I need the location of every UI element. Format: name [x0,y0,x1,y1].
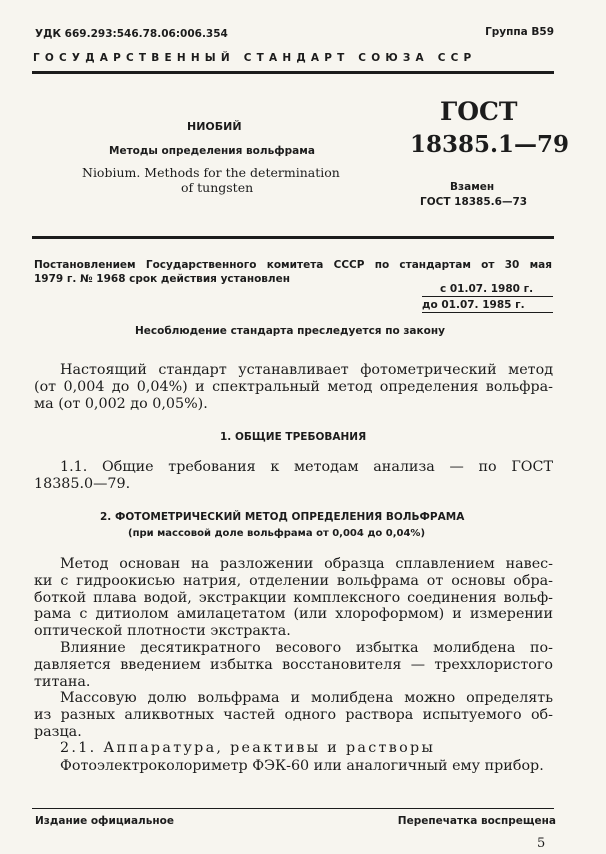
footer-reprint-prohibited: Перепечатка воспрещена [397,815,556,827]
title-rule [32,236,554,239]
replaces-value: ГОСТ 18385.6—73 [420,196,528,208]
equipment-line: Фотоэлектроколориметр ФЭК-60 или аналогичный ему прибор. [60,758,544,774]
method-line: боткой плава водой, экстракции комплексного соединения вольф- [34,589,553,606]
intro-paragraph [34,362,553,412]
interference-line: титана. [34,673,91,690]
title-ru: НИОБИЙ [187,120,242,133]
intro-line: (от 0,004 до 0,04%) и спектральный метод определения вольфра- [34,378,553,395]
gost-label: ГОСТ [440,97,518,126]
decree-line2: 1979 г. № 1968 срок действия установлен [34,273,290,285]
law-notice: Несоблюдение стандарта преследуется по закону [135,325,445,337]
subsection-2-1-heading: 2.1. Аппаратура, реактивы и растворы [60,740,436,756]
subtitle-ru: Методы определения вольфрама [109,145,315,157]
intro-line: ма (от 0,002 до 0,05%). [34,395,208,412]
decree-valid-from: с 01.07. 1980 г. [440,283,534,295]
method-line: рама с дитиолом амилацетатом (или хлороформом) и измерении [34,606,553,623]
decree-line1: Постановлением Государственного комитета СССР по стандартам от 30 мая [34,259,552,271]
footer-rule [32,808,554,809]
section1-line: 1.1. Общие требования к методам анализа — по ГОСТ [60,459,553,475]
decree-valid-to: до 01.07. 1985 г. [422,299,525,311]
header-rule [32,71,554,74]
interference-paragraph [34,640,553,690]
footer-official-edition: Издание официальное [35,815,174,827]
section1-heading: 1. ОБЩИЕ ТРЕБОВАНИЯ [220,431,367,443]
method-paragraph [34,556,553,640]
decree-to-underline [422,312,553,313]
udk-code: УДК 669.293:546.78.06:006.354 [35,28,228,40]
aliquot-line: Массовую долю вольфрама и молибдена можно определять [60,690,553,706]
section2-subheading: (при массовой доле вольфрама от 0,004 до 0,04%) [128,528,426,539]
aliquot-line: из разных аликвотных частей одного раствора испытуемого об- [34,706,553,723]
state-standard-heading: ГОСУДАРСТВЕННЫЙ СТАНДАРТ СОЮЗА ССР [33,52,477,64]
method-line: оптической плотности экстракта. [34,623,291,640]
aliquot-line: разца. [34,723,82,740]
aliquot-paragraph [34,690,553,740]
decree-from-underline [422,296,553,297]
group-code: Группа В59 [485,26,554,38]
gost-number: 18385.1—79 [410,131,570,158]
interference-line: давляется введением избытка восстановителя — треххлористого [34,656,553,673]
method-line: ки с гидроокисью натрия, отделении вольфрама от основы обра- [34,572,553,589]
replaces-label: Взамен [450,181,495,193]
title-en-line2: of tungsten [181,180,254,195]
intro-line: Настоящий стандарт устанавливает фотометрический метод [60,362,553,378]
page-number: 5 [537,836,546,851]
method-line: Метод основан на разложении образца сплавлением навес- [60,556,553,572]
title-en-line1: Niobium. Methods for the determination [82,165,340,180]
section1-paragraph [34,459,553,493]
section2-heading: 2. ФОТОМЕТРИЧЕСКИЙ МЕТОД ОПРЕДЕЛЕНИЯ ВОЛЬФРАМА [100,511,465,523]
section1-line: 18385.0—79. [34,475,131,492]
interference-line: Влияние десятикратного весового избытка молибдена по- [60,640,553,656]
